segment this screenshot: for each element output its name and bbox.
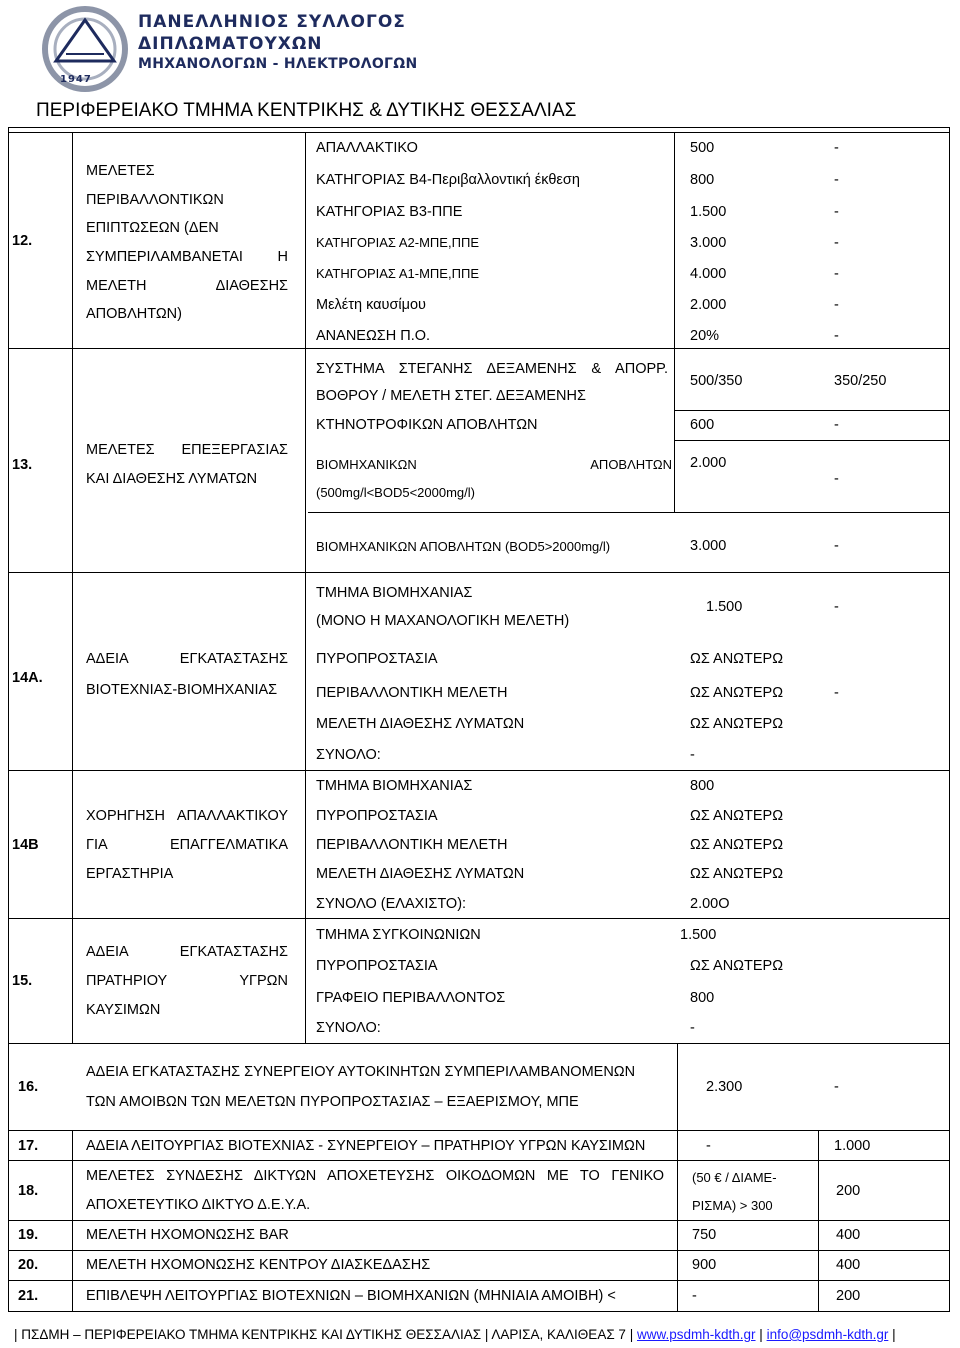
row-title-line: ΚΑΥΣΙΜΩΝ <box>86 1002 161 1018</box>
item-value: 1.500 <box>690 204 727 220</box>
table-divider <box>8 1280 950 1281</box>
item-value: - <box>834 297 839 313</box>
item-label: ΣΥΣΤΗΜΑ ΣΤΕΓΑΝΗΣ ΔΕΞΑΜΕΝΗΣ & ΑΠΟΡΡ. <box>316 361 668 377</box>
row-number: 15. <box>12 973 33 989</box>
row-title-line: ΜΕΛΕΤΕΣ <box>86 163 155 179</box>
table-divider <box>8 348 950 349</box>
table-border <box>8 127 9 1311</box>
total-value: - <box>690 747 695 763</box>
item-label: ΚΑΤΗΓΟΡΙΑΣ Α1-ΜΠΕ,ΠΠΕ <box>316 266 480 281</box>
footer-separator: | <box>14 1327 18 1342</box>
item-label: ΤΜΗΜΑ ΒΙΟΜΗΧΑΝΙΑΣ <box>316 778 473 794</box>
item-label: ΚΑΤΗΓΟΡΙΑΣ Α2-ΜΠΕ,ΠΠΕ <box>316 235 480 250</box>
item-value: 800 <box>690 172 715 188</box>
row-number: 16. <box>18 1079 39 1095</box>
row-title-line: ΕΠΙΠΤΩΣΕΩΝ (ΔΕΝ <box>86 220 219 236</box>
item-value: - <box>834 471 839 487</box>
item-value: 200 <box>836 1183 861 1199</box>
row-text: ΕΠΙΒΛΕΨΗ ΛΕΙΤΟΥΡΓΙΑΣ ΒΙΟΤΕΧΝΙΩΝ – ΒΙΟΜΗΧΑΝΙΩΝ (ΜΗΝΙΑΙΑ ΑΜΟΙΒΗ) < <box>86 1288 616 1304</box>
row-text-line: ΑΠΟΧΕΤΕΥΤΙΚΟ ΔΙΚΤΥΟ Δ.Ε.Υ.Α. <box>86 1197 311 1213</box>
item-value: 200 <box>836 1288 861 1304</box>
item-label: ΤΜΗΜΑ ΣΥΓΚΟΙΝΩΝΙΩΝ <box>316 927 481 943</box>
row-title-line: ΑΠΟΒΛΗΤΩΝ) <box>86 306 182 322</box>
table-border <box>8 127 950 128</box>
org-name-line2: ΔΙΠΛΩΜΑΤΟΥΧΩΝ <box>138 34 323 54</box>
item-value: ΩΣ ΑΝΩΤΕΡΩ <box>690 866 784 882</box>
item-value: 2.000 <box>690 297 727 313</box>
item-value: 500/350 <box>690 373 743 389</box>
row-title-line: ΠΡΑΤΗΡΙΟΥ ΥΓΡΩΝ <box>86 973 288 989</box>
item-value: 1.000 <box>834 1138 871 1154</box>
item-value: 2.300 <box>706 1079 743 1095</box>
item-value: 20% <box>690 328 720 344</box>
table-divider <box>308 512 950 513</box>
table-divider <box>818 1130 819 1311</box>
item-value: - <box>834 1079 839 1095</box>
row-title-line: ΠΕΡΙΒΑΛΛΟΝΤΙΚΩΝ <box>86 192 224 208</box>
item-label: ΒΙΟΜΗΧΑΝΙΚΩΝ ΑΠΟΒΛΗΤΩΝ (BOD5>2000mg/l) <box>316 539 611 554</box>
item-value: - <box>834 417 839 433</box>
org-name-line1: ΠΑΝΕΛΛΗΝΙΟΣ ΣΥΛΛΟΓΟΣ <box>138 12 406 32</box>
row-title-line: ΧΟΡΗΓΗΣΗ ΑΠΑΛΛΑΚΤΙΚΟΥ <box>86 808 288 824</box>
item-value: 350/250 <box>834 373 887 389</box>
item-label: ΠΥΡΟΠΡΟΣΤΑΣΙΑ <box>316 958 438 974</box>
item-label: ΠΥΡΟΠΡΟΣΤΑΣΙΑ <box>316 651 438 667</box>
item-label: ΚΤΗΝΟΤΡΟΦΙΚΩΝ ΑΠΟΒΛΗΤΩΝ <box>316 417 538 433</box>
item-value: ΩΣ ΑΝΩΤΕΡΩ <box>690 958 784 974</box>
row-number: 14Β <box>12 837 39 853</box>
logo-year: 1947 <box>60 74 92 85</box>
item-value: - <box>834 140 839 156</box>
item-value: 3.000 <box>690 235 727 251</box>
item-value: ΩΣ ΑΝΩΤΕΡΩ <box>690 651 784 667</box>
row-text-line: ΜΕΛΕΤΕΣ ΣΥΝΔΕΣΗΣ ΔΙΚΤΥΩΝ ΑΠΟΧΕΤΕΥΣΗΣ ΟΙΚΟΔΟΜΩΝ ΜΕ ΤΟ ΓΕΝΙΚΟ <box>86 1168 664 1184</box>
item-value: - <box>834 599 839 615</box>
item-label: Μελέτη καυσίμου <box>316 297 426 313</box>
item-label: (ΜΟΝΟ Η ΜΑΧΑΝΟΛΟΓΙΚΗ ΜΕΛΕΤΗ) <box>316 613 570 629</box>
item-label: ΓΡΑΦΕΙΟ ΠΕΡΙΒΑΛΛΟΝΤΟΣ <box>316 990 506 1006</box>
row-number: 17. <box>18 1138 39 1154</box>
table-divider <box>8 918 950 919</box>
item-value: 600 <box>690 417 715 433</box>
row-title-line: ΜΕΛΕΤΕΣ ΕΠΕΞΕΡΓΑΣΙΑΣ <box>86 442 288 458</box>
table-divider <box>72 1130 73 1311</box>
item-label: ΠΕΡΙΒΑΛΛΟΝΤΙΚΗ ΜΕΛΕΤΗ <box>316 837 508 853</box>
table-divider <box>8 572 950 573</box>
item-value: 500 <box>690 140 715 156</box>
footer-website-link[interactable]: www.psdmh-kdth.gr <box>636 1327 756 1342</box>
item-value: 1.500 <box>706 599 743 615</box>
table-divider <box>8 1250 950 1251</box>
item-value: 400 <box>836 1227 861 1243</box>
item-value: - <box>706 1138 711 1154</box>
item-label: ΑΠΑΛΛΑΚΤΙΚΟ <box>316 140 418 156</box>
row-number: 20. <box>18 1257 39 1273</box>
item-label: ΑΝΑΝΕΩΣΗ Π.Ο. <box>316 328 431 344</box>
footer-separator: | <box>629 1327 634 1342</box>
item-value: ΩΣ ΑΝΩΤΕΡΩ <box>690 808 784 824</box>
table-divider <box>305 132 306 1043</box>
item-value: ΡΙΣΜΑ) > 300 <box>692 1198 773 1213</box>
item-value: 4.000 <box>690 266 727 282</box>
row-text: ΑΔΕΙΑ ΛΕΙΤΟΥΡΓΙΑΣ ΒΙΟΤΕΧΝΙΑΣ - ΣΥΝΕΡΓΕΙΟΥ – ΠΡΑΤΗΡΙΟΥ ΥΓΡΩΝ ΚΑΥΣΙΜΩΝ <box>86 1138 646 1154</box>
footer <box>14 1326 896 1344</box>
table-divider <box>8 1130 950 1131</box>
item-value: ΩΣ ΑΝΩΤΕΡΩ <box>690 685 784 701</box>
table-divider <box>8 1220 950 1221</box>
item-value: - <box>834 538 839 554</box>
table-divider <box>8 1043 950 1044</box>
item-label: ΜΕΛΕΤΗ ΔΙΑΘΕΣΗΣ ΛΥΜΑΤΩΝ <box>316 866 525 882</box>
item-value: 900 <box>692 1257 717 1273</box>
item-label: ΤΜΗΜΑ ΒΙΟΜΗΧΑΝΙΑΣ <box>316 585 473 601</box>
row-number: 12. <box>12 233 33 249</box>
footer-separator: | <box>484 1327 489 1342</box>
row-number: 21. <box>18 1288 39 1304</box>
item-value: ΩΣ ΑΝΩΤΕΡΩ <box>690 716 784 732</box>
item-label: ΚΑΤΗΓΟΡΙΑΣ Β3-ΠΠΕ <box>316 204 463 220</box>
item-value: - <box>834 204 839 220</box>
footer-separator: | <box>892 1327 896 1342</box>
row-title-line: ΓΙΑ ΕΠΑΓΓΕΛΜΑΤΙΚΑ <box>86 837 288 853</box>
row-title-line: ΒΙΟΤΕΧΝΙΑΣ-ΒΙΟΜΗΧΑΝΙΑΣ <box>86 682 278 698</box>
item-value: - <box>834 266 839 282</box>
item-value: 800 <box>690 990 715 1006</box>
item-value: - <box>692 1288 697 1304</box>
item-value: - <box>834 172 839 188</box>
page-subtitle: ΠΕΡΙΦΕΡΕΙΑΚΟ ΤΜΗΜΑ ΚΕΝΤΡΙΚΗΣ & ΔΥΤΙΚΗΣ ΘΕΣΣΑΛΙΑΣ <box>36 100 577 121</box>
table-divider <box>674 132 675 512</box>
item-value: ΩΣ ΑΝΩΤΕΡΩ <box>690 837 784 853</box>
row-text-line: ΤΩΝ ΑΜΟΙΒΩΝ ΤΩΝ ΜΕΛΕΤΩΝ ΠΥΡΟΠΡΟΣΤΑΣΙΑΣ – ΕΞΑΕΡΙΣΜΟΥ, ΜΠΕ <box>86 1094 579 1110</box>
row-title-line: ΕΡΓΑΣΤΗΡΙΑ <box>86 866 174 882</box>
item-value: 3.000 <box>690 538 727 554</box>
total-label: ΣΥΝΟΛΟ: <box>316 747 381 763</box>
org-name-line3: ΜΗΧΑΝΟΛΟΓΩΝ - ΗΛΕΚΤΡΟΛΟΓΩΝ <box>138 56 418 72</box>
item-value: (50 € / ΔΙΑΜΕ- <box>692 1170 777 1185</box>
footer-address: ΛΑΡΙΣΑ, ΚΑΛΙΘΕΑΣ 7 <box>491 1327 626 1342</box>
total-label: ΣΥΝΟΛΟ (ΕΛΑΧΙΣΤΟ): <box>316 896 467 912</box>
table-divider <box>677 1043 678 1311</box>
row-text: ΜΕΛΕΤΗ ΗΧΟΜΟΝΩΣΗΣ ΚΕΝΤΡΟΥ ΔΙΑΣΚΕΔΑΣΗΣ <box>86 1257 431 1273</box>
row-title-line: ΑΔΕΙΑ ΕΓΚΑΤΑΣΤΑΣΗΣ <box>86 651 288 667</box>
item-label: ΚΑΤΗΓΟΡΙΑΣ Β4-Περιβαλλοντική έκθεση <box>316 172 580 188</box>
row-text: ΜΕΛΕΤΗ ΗΧΟΜΟΝΩΣΗΣ BAR <box>86 1227 289 1243</box>
item-label: ΒΙΟΜΗΧΑΝΙΚΩΝ ΑΠΟΒΛΗΤΩΝ <box>316 457 672 472</box>
footer-org: ΠΣΔΜΗ – ΠΕΡΙΦΕΡΕΙΑΚΟ ΤΜΗΜΑ ΚΕΝΤΡΙΚΗΣ ΚΑΙ ΔΥΤΙΚΗΣ ΘΕΣΣΑΛΙΑΣ <box>21 1327 482 1342</box>
footer-separator: | <box>759 1327 763 1342</box>
item-value: - <box>834 685 839 701</box>
table-divider <box>8 1311 950 1312</box>
total-label: ΣΥΝΟΛΟ: <box>316 1020 381 1036</box>
row-number: 18. <box>18 1183 39 1199</box>
total-value: 2.00O <box>690 896 730 912</box>
item-value: 1.500 <box>680 927 717 943</box>
table-divider <box>8 770 950 771</box>
item-label: ΒΟΘΡΟΥ / ΜΕΛΕΤΗ ΣΤΕΓ. ΔΕΞΑΜΕΝΗΣ <box>316 388 586 404</box>
total-value: - <box>690 1020 695 1036</box>
item-value: 800 <box>690 778 715 794</box>
row-title-line: ΚΑΙ ΔΙΑΘΕΣΗΣ ΛΥΜΑΤΩΝ <box>86 471 258 487</box>
footer-email-link[interactable]: info@psdmh-kdth.gr <box>766 1327 889 1342</box>
row-number: 19. <box>18 1227 39 1243</box>
row-text-line: ΑΔΕΙΑ ΕΓΚΑΤΑΣΤΑΣΗΣ ΣΥΝΕΡΓΕΙΟΥ ΑΥΤΟΚΙΝΗΤΩΝ ΣΥΜΠΕΡΙΛΑΜΒΑΝΟΜΕΝΩΝ <box>86 1064 636 1080</box>
table-border <box>949 127 950 1311</box>
item-label: ΠΕΡΙΒΑΛΛΟΝΤΙΚΗ ΜΕΛΕΤΗ <box>316 685 508 701</box>
row-title-line: ΣΥΜΠΕΡΙΛΑΜΒΑΝΕΤΑΙ Η <box>86 249 288 265</box>
item-value: 2.000 <box>690 455 727 471</box>
row-number: 14Α. <box>12 670 43 686</box>
row-number: 13. <box>12 457 33 473</box>
item-value: 750 <box>692 1227 717 1243</box>
table-border <box>8 132 950 133</box>
table-divider <box>674 410 950 411</box>
item-value: - <box>834 235 839 251</box>
item-label: ΠΥΡΟΠΡΟΣΤΑΣΙΑ <box>316 808 438 824</box>
table-divider <box>8 1160 950 1161</box>
item-value: 400 <box>836 1257 861 1273</box>
table-divider <box>674 440 950 441</box>
item-label: ΜΕΛΕΤΗ ΔΙΑΘΕΣΗΣ ΛΥΜΑΤΩΝ <box>316 716 525 732</box>
table-divider <box>72 132 73 1043</box>
item-value: - <box>834 328 839 344</box>
item-label: (500mg/l<BOD5<2000mg/l) <box>316 485 475 500</box>
row-title-line: ΜΕΛΕΤΗ ΔΙΑΘΕΣΗΣ <box>86 278 288 294</box>
row-title-line: ΑΔΕΙΑ ΕΓΚΑΤΑΣΤΑΣΗΣ <box>86 944 288 960</box>
